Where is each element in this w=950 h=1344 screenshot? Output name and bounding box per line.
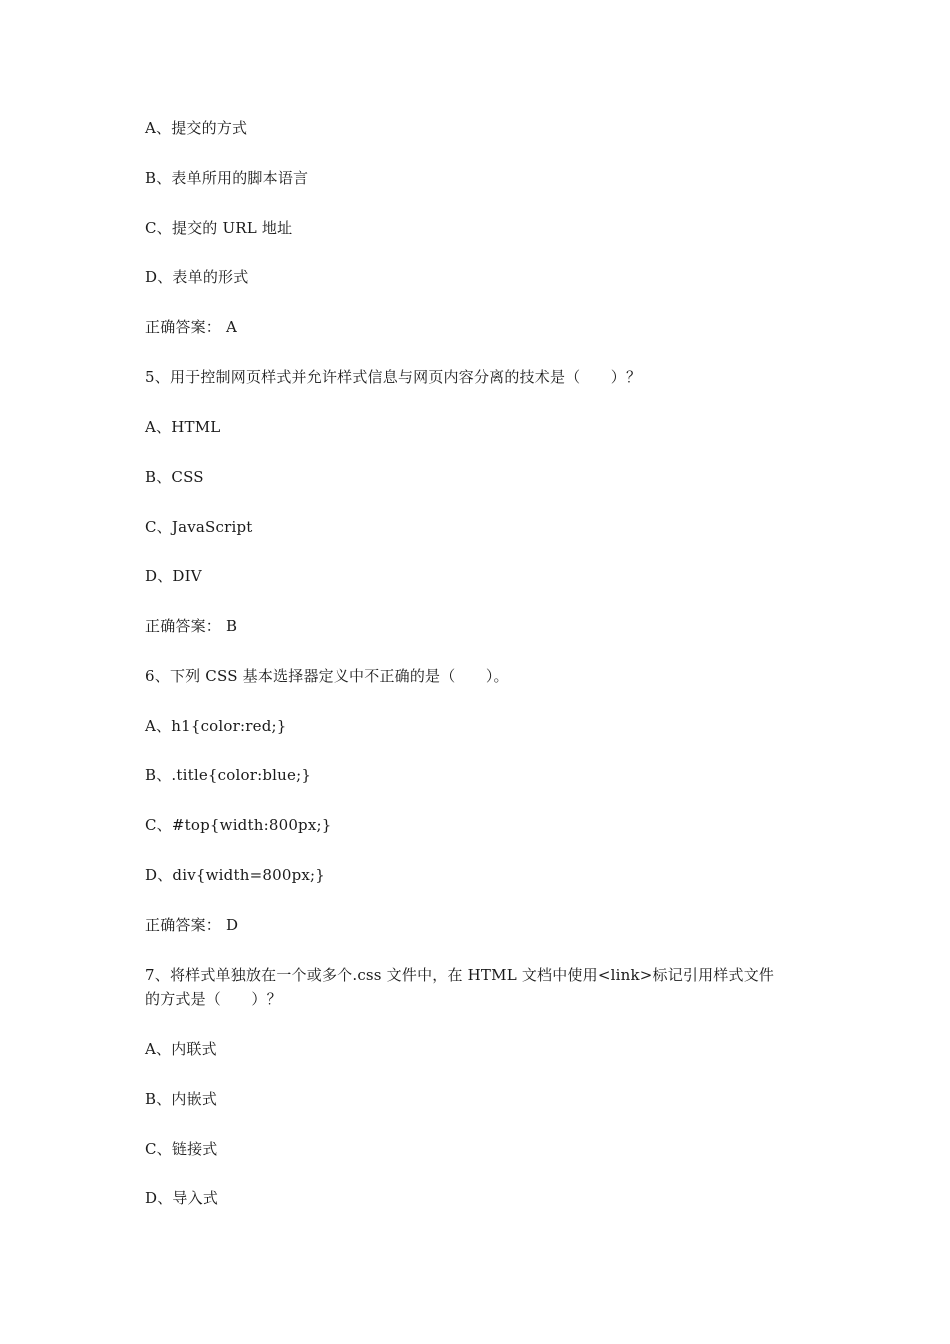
q4-option-a: A、提交的方式: [145, 119, 248, 137]
q5-option-d: D、DIV: [145, 567, 202, 585]
q7-option-d: D、导入式: [145, 1189, 219, 1207]
q5-answer: 正确答案： B: [145, 617, 238, 635]
q6-answer: 正确答案： D: [145, 916, 239, 934]
q7-question-line1: 7、将样式单独放在一个或多个.css 文件中，在 HTML 文档中使用<link>标记引用样式文件: [145, 966, 775, 984]
q4-option-d: D、表单的形式: [145, 268, 249, 286]
q6-option-b: B、.title{color:blue;}: [145, 766, 312, 784]
q4-answer: 正确答案： A: [145, 318, 238, 336]
q5-question: 5、用于控制网页样式并允许样式信息与网页内容分离的技术是（ ）？: [145, 368, 642, 386]
q5-option-a: A、HTML: [145, 418, 221, 436]
q5-option-c: C、JavaScript: [145, 518, 253, 536]
q6-option-d: D、div{width=800px;}: [145, 866, 326, 884]
q4-option-b: B、表单所用的脚本语言: [145, 169, 309, 187]
q6-question: 6、下列 CSS 基本选择器定义中不正确的是（ ）。: [145, 667, 509, 685]
q7-question-line2: 的方式是（ ）？: [145, 990, 282, 1008]
q6-option-a: A、h1{color:red;}: [145, 717, 287, 735]
q6-option-c: C、#top{width:800px;}: [145, 816, 332, 834]
q4-option-c: C、提交的 URL 地址: [145, 219, 293, 237]
q7-option-a: A、内联式: [145, 1040, 217, 1058]
q7-option-c: C、链接式: [145, 1140, 218, 1158]
q5-option-b: B、CSS: [145, 468, 204, 486]
q7-option-b: B、内嵌式: [145, 1090, 218, 1108]
